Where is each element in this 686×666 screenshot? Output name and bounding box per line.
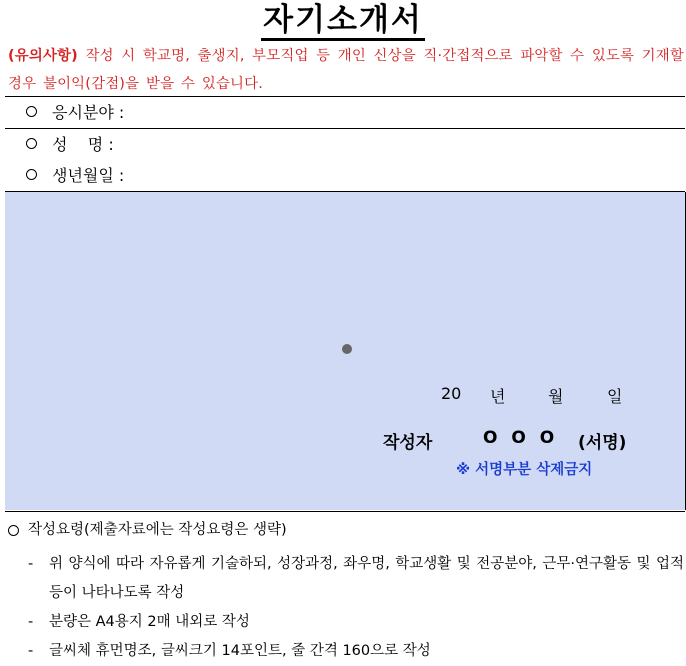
writing-guide [8,518,684,659]
notice-prefix: (유의사항) [8,48,78,64]
document-title-text: 자기소개서 [261,2,425,41]
form-table [5,96,685,512]
signature-sign: (서명) [578,433,627,453]
sign-note: ※ 서명부분 삭제금지 [456,462,593,478]
circle-bullet-icon [26,138,37,149]
circle-bullet-icon [26,169,37,180]
field-label-name: 성 명 : [52,135,114,154]
signature-name: O O O [483,428,555,448]
guide-item-text: 위 양식에 따라 자유롭게 기술하되, 성장과정, 좌우명, 학교생활 및 전공분야, 근무·연구활동 및 업적 등이 나타나도록 작성 [49,556,684,601]
guide-heading [8,518,684,542]
field-row-birthdate[interactable] [5,160,685,192]
field-label-birthdate: 생년월일 : [52,166,125,185]
dash-bullet: - [28,614,34,630]
list-item [28,608,684,637]
signature-label: 작성자 [383,433,433,453]
field-label-application: 응시분야 : [52,103,125,122]
field-row-application[interactable] [5,97,685,129]
date-day-unit: 일 [607,387,623,406]
date-year: 20 [441,384,462,403]
guide-item-text: 글씨체 휴먼명조, 글씨크기 14포인트, 줄 간격 160으로 작성 [49,643,431,659]
circle-bullet-icon [8,525,19,536]
date-line [6,384,685,406]
dash-bullet: - [28,556,34,572]
list-item [28,637,684,666]
guide-item-text: 분량은 A4용지 2매 내외로 작성 [49,614,250,630]
self-introduction-area[interactable] [5,192,686,510]
circle-bullet-icon [26,106,37,117]
dash-bullet: - [28,643,34,659]
date-year-unit: 년 [490,387,506,406]
notice-text [8,42,684,98]
signature-line [6,428,685,452]
list-item [28,550,684,608]
placeholder-dot-icon [342,344,352,354]
guide-list [28,550,684,666]
date-month-unit: 월 [548,387,564,406]
document-title [0,2,686,41]
notice-body: 작성 시 학교명, 출생지, 부모직업 등 개인 신상을 직·간접적으로 파악할 수 있도록 기재할 경우 불이익(감점)을 받을 수 있습니다. [8,48,684,92]
guide-heading-text: 작성요령(제출자료에는 작성요령은 생략) [28,522,287,538]
field-row-name[interactable] [5,129,685,161]
